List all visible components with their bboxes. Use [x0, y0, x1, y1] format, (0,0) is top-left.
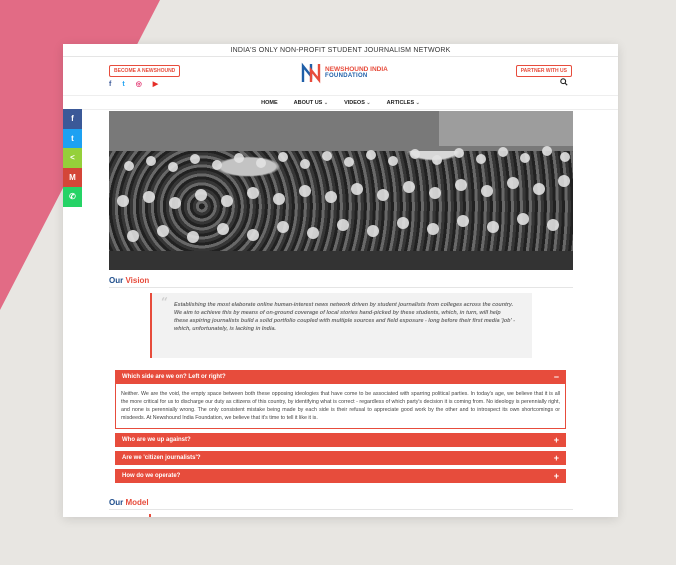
nav-articles[interactable]: ARTICLES ⌄	[386, 99, 420, 106]
chevron-down-icon: ⌄	[366, 99, 371, 106]
quote-icon: “	[161, 295, 168, 309]
nav-home[interactable]: HOME	[261, 99, 278, 106]
site-logo[interactable]	[300, 62, 388, 84]
search-icon[interactable]	[560, 78, 568, 86]
faq-question-4[interactable]: How do we operate? +	[115, 469, 566, 483]
whatsapp-icon: ✆	[69, 192, 76, 202]
share-gmail-button[interactable]	[63, 168, 82, 188]
top-tagline: INDIA'S ONLY NON-PROFIT STUDENT JOURNALISM NETWORK	[63, 44, 618, 57]
vision-quote-text: Establishing the most elaborate online human-interest news network driven by student journalists from colleges across the country. We aim to achieve this by means of on-ground coverage of local stories hand-picked by these students, which, in turn, will help these aspiring journalists build a solid portfolio coupled with multiple sources and field exposure - long before their first media 'job' - which, unfortunately, is lacking in India.	[174, 302, 516, 332]
main-nav	[63, 95, 618, 110]
share-whatsapp-button[interactable]	[63, 187, 82, 207]
our-model-heading: Our Model	[109, 498, 573, 510]
instagram-icon[interactable]: ◎	[135, 81, 142, 88]
share-twitter-button[interactable]	[63, 129, 82, 149]
gmail-icon: M	[69, 172, 76, 182]
faq-answer-1: Neither. We are the void, the empty space between both these opposing ideologies that have come to be associated with sparring political parties. In today's age, we believe that it is all the more critical for us to discharge our duty as citizens of this country, by identifying what is correct - regardless of which party's decision it is coming from. No ideology is perennially right, and none is perennially wrong. The only consistent mistake being made by each side is their refusal to appreciate good work by the other and to introspect its own shortcomings or misdeeds. At Newshound India Foundation, we believe that it's time to tell it like it is.	[115, 384, 566, 429]
become-newshound-button[interactable]: BECOME A NEWSHOUND	[109, 65, 180, 77]
expand-icon: +	[553, 471, 559, 481]
site-header	[63, 57, 618, 95]
website-page	[63, 44, 618, 517]
collapse-icon: −	[553, 372, 559, 382]
nav-videos[interactable]: VIDEOS ⌄	[344, 99, 371, 106]
logo-name: NEWSHOUND INDIA	[325, 66, 388, 73]
youtube-icon[interactable]: ▶	[152, 81, 159, 88]
logo-mark-icon	[300, 62, 322, 84]
our-vision-heading: Our Vision	[109, 276, 573, 288]
facebook-icon[interactable]: f	[109, 81, 112, 88]
faq-question-3[interactable]: Are we 'citizen journalists'? +	[115, 451, 566, 465]
expand-icon: +	[553, 435, 559, 445]
social-links	[109, 81, 158, 88]
share-sidebar	[63, 109, 82, 207]
share-generic-button[interactable]	[63, 148, 82, 168]
faq-question-1[interactable]: Which side are we on? Left or right? −	[115, 370, 566, 384]
logo-subname: FOUNDATION	[325, 73, 368, 79]
share-icon: <	[70, 153, 75, 163]
vision-quote	[150, 293, 532, 358]
chevron-down-icon: ⌄	[323, 99, 329, 106]
faq-accordion	[115, 370, 566, 483]
faq-question-2[interactable]: Who are we up against? +	[115, 433, 566, 447]
chevron-down-icon: ⌄	[415, 99, 420, 106]
model-accent-bar	[149, 514, 151, 517]
share-facebook-button[interactable]	[63, 109, 82, 129]
partner-with-us-button[interactable]: PARTNER WITH US	[516, 65, 572, 77]
facebook-icon: f	[71, 114, 74, 124]
twitter-icon: t	[71, 133, 74, 143]
nav-about-us[interactable]: ABOUT US ⌄	[293, 99, 329, 106]
expand-icon: +	[553, 453, 559, 463]
team-group-photo	[109, 111, 573, 270]
photo-crowd	[109, 111, 573, 270]
twitter-icon[interactable]: t	[122, 81, 125, 88]
